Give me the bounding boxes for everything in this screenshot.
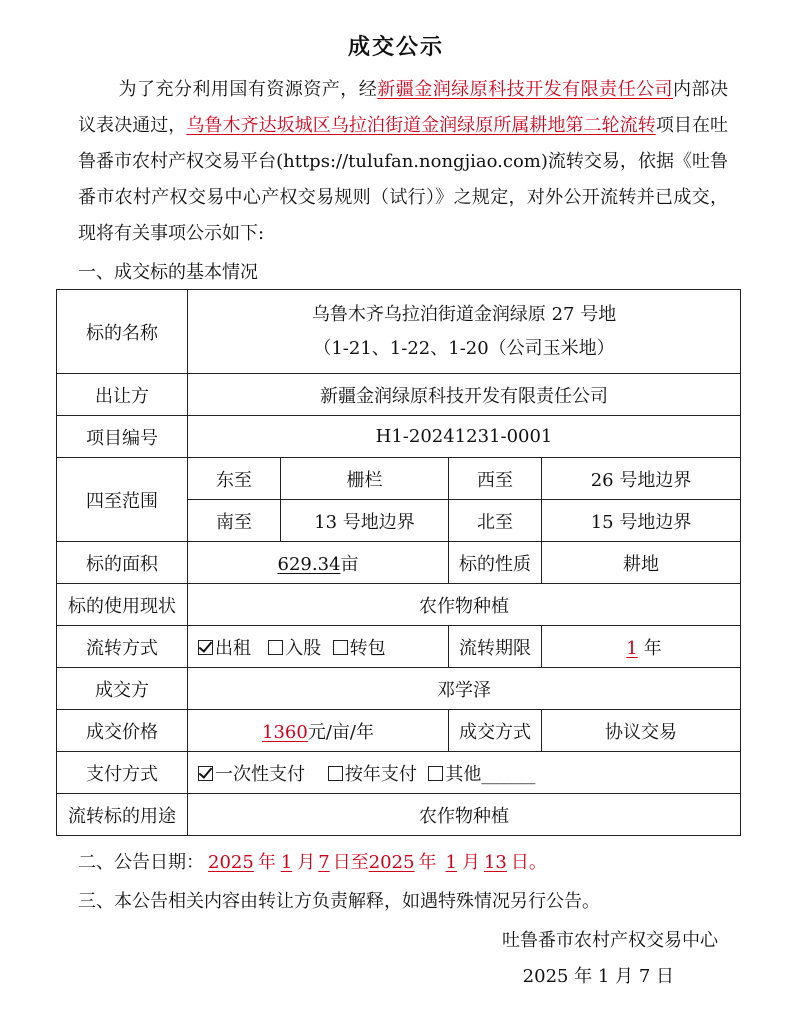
- boundary-label: 四至范围: [57, 458, 188, 542]
- annual-option: 按年支付: [344, 763, 417, 785]
- west-label: 西至: [449, 458, 542, 500]
- issue-date: 2025 年 1 月 7 日: [522, 966, 674, 987]
- name-line-1: 乌鲁木齐乌拉泊街道金润绿原 27 号地: [311, 303, 617, 325]
- payment-label: 支付方式: [57, 752, 188, 794]
- subcontract-option: 转包: [349, 637, 386, 659]
- lump-sum-checkbox[interactable]: [198, 766, 213, 781]
- other-option: 其他: [445, 763, 482, 785]
- rent-option: 出租: [215, 637, 251, 659]
- area-value-cell: [188, 542, 449, 584]
- page-title: 成交公示: [347, 35, 444, 60]
- transfer-period-unit: 年: [643, 637, 662, 659]
- end-year: 2025: [368, 852, 415, 873]
- end-year-unit: 年: [418, 852, 437, 873]
- south-label: 南至: [188, 500, 281, 542]
- shares-option: 入股: [285, 637, 322, 659]
- name-line-2: （1-21、1-22、1-20（公司玉米地）: [313, 337, 615, 359]
- intro-paragraph: [78, 72, 728, 252]
- purpose-value: 农作物种植: [188, 794, 741, 836]
- other-blank: ______: [481, 763, 536, 785]
- start-year-unit: 年: [257, 852, 276, 873]
- transfer-method-options: [188, 626, 449, 668]
- area-label: 标的面积: [57, 542, 188, 584]
- table-row: [57, 752, 741, 794]
- north-label: 北至: [449, 500, 542, 542]
- intro-text-1: 为了充分利用国有资源资产，经: [118, 79, 378, 100]
- end-month: 1: [445, 852, 457, 873]
- area-unit: 亩: [340, 553, 359, 575]
- name-label: 标的名称: [57, 290, 188, 374]
- price-value: 1360: [262, 721, 308, 743]
- south-value: 13 号地边界: [281, 500, 449, 542]
- start-year: 2025: [208, 852, 254, 873]
- subcontract-checkbox[interactable]: [333, 640, 348, 655]
- buyer-label: 成交方: [57, 668, 188, 710]
- start-month-unit: 月: [297, 852, 316, 873]
- start-month: 1: [280, 852, 293, 873]
- area-value: 629.34: [277, 553, 341, 575]
- date-prefix: 二、公告日期：: [78, 852, 204, 873]
- name-value: [188, 290, 741, 374]
- table-row: [57, 794, 741, 836]
- project-no-label: 项目编号: [57, 416, 188, 458]
- rent-checkbox[interactable]: [198, 640, 213, 655]
- transfer-period-label: 流转期限: [449, 626, 542, 668]
- start-day: 7: [318, 852, 330, 873]
- date-to: 日至: [332, 852, 369, 873]
- price-label: 成交价格: [57, 710, 188, 752]
- table-row: [57, 626, 741, 668]
- table-row: [57, 374, 741, 416]
- transfer-method-label: 流转方式: [57, 626, 188, 668]
- other-checkbox[interactable]: [428, 766, 443, 781]
- deal-method-value: 协议交易: [542, 710, 741, 752]
- date-suffix: 日。: [510, 852, 547, 873]
- nature-value: 耕地: [542, 542, 741, 584]
- annual-checkbox[interactable]: [328, 766, 343, 781]
- project-no-value: H1-20241231-0001: [188, 416, 741, 458]
- intro-text-2: 内部决议表决通过，: [78, 79, 729, 136]
- lump-sum-option: 一次性支付: [215, 763, 305, 785]
- transferor-value: 新疆金润绿原科技开发有限责任公司: [188, 374, 741, 416]
- project-name: 乌鲁木齐达坂城区乌拉泊街道金润绿原所属耕地第二轮流转: [186, 115, 656, 136]
- issuer-org: 吐鲁番市农村产权交易中心: [502, 930, 718, 951]
- end-month-unit: 月: [461, 852, 480, 873]
- company-name: 新疆金润绿原科技开发有限责任公司: [377, 79, 674, 100]
- usage-status-value: 农作物种植: [188, 584, 741, 626]
- table-row: [57, 668, 741, 710]
- intro-text-3: 项目在吐鲁番市农村产权交易平台(https://tulufan.nongjiao.com)流转交易，依据《吐鲁番市农村产权交易中心产权交易规则（试行）》之规定，对外公开流转并已成交，现将有关事项公示如下:: [78, 115, 728, 244]
- section-3-note: 三、本公告相关内容由转让方负责解释，如遇特殊情况另行公告。: [78, 891, 600, 912]
- table-row: [57, 458, 741, 500]
- transferor-label: 出让方: [57, 374, 188, 416]
- purpose-label: 流转标的用途: [57, 794, 188, 836]
- table-row: [57, 584, 741, 626]
- transfer-period-value: 1: [626, 637, 638, 659]
- east-label: 东至: [188, 458, 281, 500]
- deal-method-label: 成交方式: [449, 710, 542, 752]
- section-1-title: 一、成交标的基本情况: [78, 262, 258, 283]
- table-row: [57, 542, 741, 584]
- end-day: 13: [483, 852, 507, 873]
- price-unit: 元/亩/年: [307, 721, 374, 743]
- price-cell: [188, 710, 449, 752]
- table-row: [57, 710, 741, 752]
- payment-options: [188, 752, 741, 794]
- nature-label: 标的性质: [449, 542, 542, 584]
- buyer-value: 邓学泽: [188, 668, 741, 710]
- table-row: [57, 416, 741, 458]
- deal-info-table: [56, 289, 741, 836]
- shares-checkbox[interactable]: [268, 640, 283, 655]
- east-value: 栅栏: [281, 458, 449, 500]
- usage-status-label: 标的使用现状: [57, 584, 188, 626]
- table-row: [57, 290, 741, 374]
- announcement-date-line: [78, 848, 547, 874]
- west-value: 26 号地边界: [542, 458, 741, 500]
- transfer-period-cell: [542, 626, 741, 668]
- north-value: 15 号地边界: [542, 500, 741, 542]
